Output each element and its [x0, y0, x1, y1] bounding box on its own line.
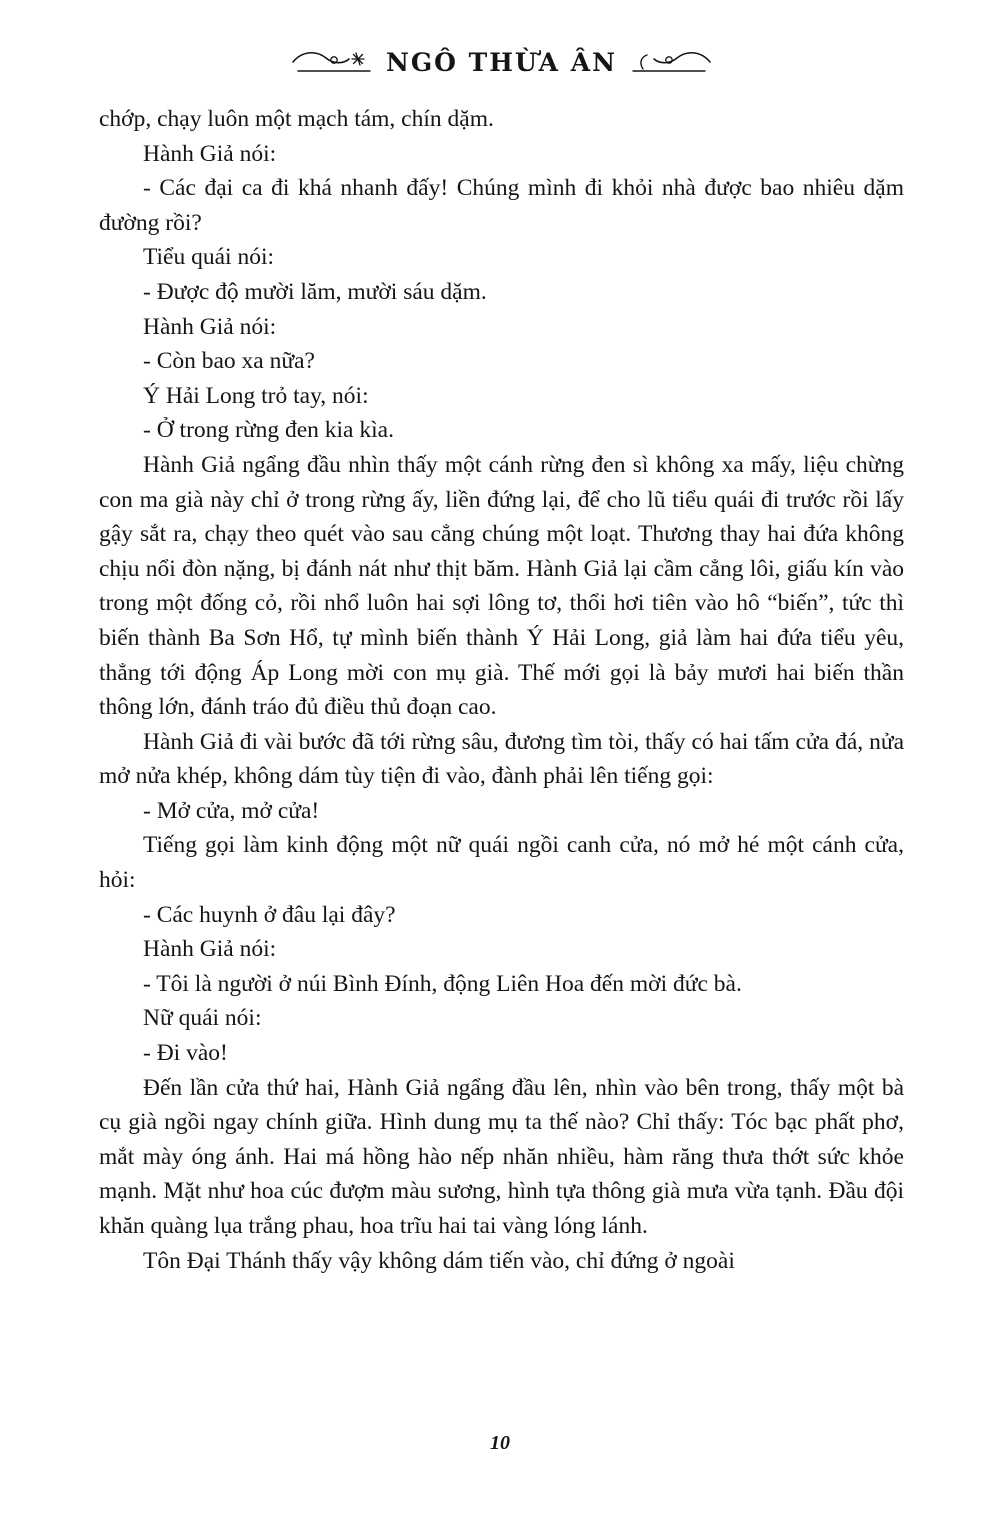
page-header: [99, 42, 904, 82]
paragraph: Hành Giả ngẩng đầu nhìn thấy một cánh rừng đen sì không xa mấy, liệu chừng con ma già này chỉ ở trong rừng ấy, liền đứng lại, để cho lũ tiểu quái đi trước rồi lấy gậy sắt ra, chạy theo quét vào sau cẳng chúng một loạt. Thương thay hai đứa không chịu nổi đòn nặng, bị đánh nát như thịt băm. Hành Giả lại cầm cẳng lôi, giấu kín vào trong một đống cỏ, rồi nhổ luôn hai sợi lông tơ, thổi hơi tiên vào hô “biến”, tức thì biến thành Ba Sơn Hổ, tự mình biến thành Ý Hải Long, giả làm hai đứa tiểu yêu, thẳng tới động Áp Long mời con mụ già. Thế mới gọi là bảy mươi hai biến thần thông lớn, đánh tráo đủ điều thủ đoạn cao.: [99, 451, 904, 721]
paragraph: Tôn Đại Thánh thấy vậy không dám tiến vào, chỉ đứng ở ngoài: [143, 1247, 735, 1274]
paragraph: Hành Giả nói:: [143, 313, 277, 340]
paragraph: - Mở cửa, mở cửa!: [143, 797, 320, 824]
flourish-left-icon: [290, 47, 376, 77]
body-text: [99, 102, 904, 1278]
paragraph: - Các huynh ở đâu lại đây?: [143, 901, 396, 928]
paragraph: Ý Hải Long trỏ tay, nói:: [143, 382, 369, 409]
page-number: 10: [490, 1432, 510, 1454]
paragraph: - Ở trong rừng đen kia kìa.: [143, 417, 394, 444]
paragraph: Tiếng gọi làm kinh động một nữ quái ngồi canh cửa, nó mở hé một cánh cửa, hỏi:: [99, 832, 904, 894]
paragraph: Hành Giả nói:: [143, 936, 277, 963]
paragraph: Nữ quái nói:: [143, 1005, 262, 1032]
author-name: NGÔ THỪA ÂN: [385, 47, 618, 77]
paragraph: chớp, chạy luôn một mạch tám, chín dặm.: [99, 106, 494, 132]
paragraph: - Còn bao xa nữa?: [143, 348, 315, 375]
paragraph: Hành Giả đi vài bước đã tới rừng sâu, đương tìm tòi, thấy có hai tấm cửa đá, nửa mở nửa khép, không dám tùy tiện đi vào, đành phải lên tiếng gọi:: [99, 728, 904, 790]
flourish-right-icon: [627, 47, 713, 77]
paragraph: - Được độ mười lăm, mười sáu dặm.: [143, 278, 487, 305]
paragraph: Đến lần cửa thứ hai, Hành Giả ngẩng đầu lên, nhìn vào bên trong, thấy một bà cụ già ngồi ngay chính giữa. Hình dung mụ ta thế nào? Chỉ thấy: Tóc bạc phất phơ, mắt mày óng ánh. Hai má hồng hào nếp nhăn nhiều, hàm răng thưa thớt sức khỏe mạnh. Mặt như hoa cúc đượm màu sương, hình tựa thông già mưa vừa tạnh. Đầu đội khăn quàng lụa trắng phau, hoa trĩu hai tai vàng lóng lánh.: [99, 1074, 904, 1239]
paragraph: Hành Giả nói:: [143, 140, 277, 167]
paragraph: - Tôi là người ở núi Bình Đính, động Liên Hoa đến mời đức bà.: [143, 970, 742, 997]
paragraph: - Các đại ca đi khá nhanh đấy! Chúng mình đi khỏi nhà được bao nhiêu dặm đường rồi?: [99, 175, 904, 236]
paragraph: Tiểu quái nói:: [143, 244, 275, 271]
paragraph: - Đi vào!: [143, 1040, 228, 1067]
